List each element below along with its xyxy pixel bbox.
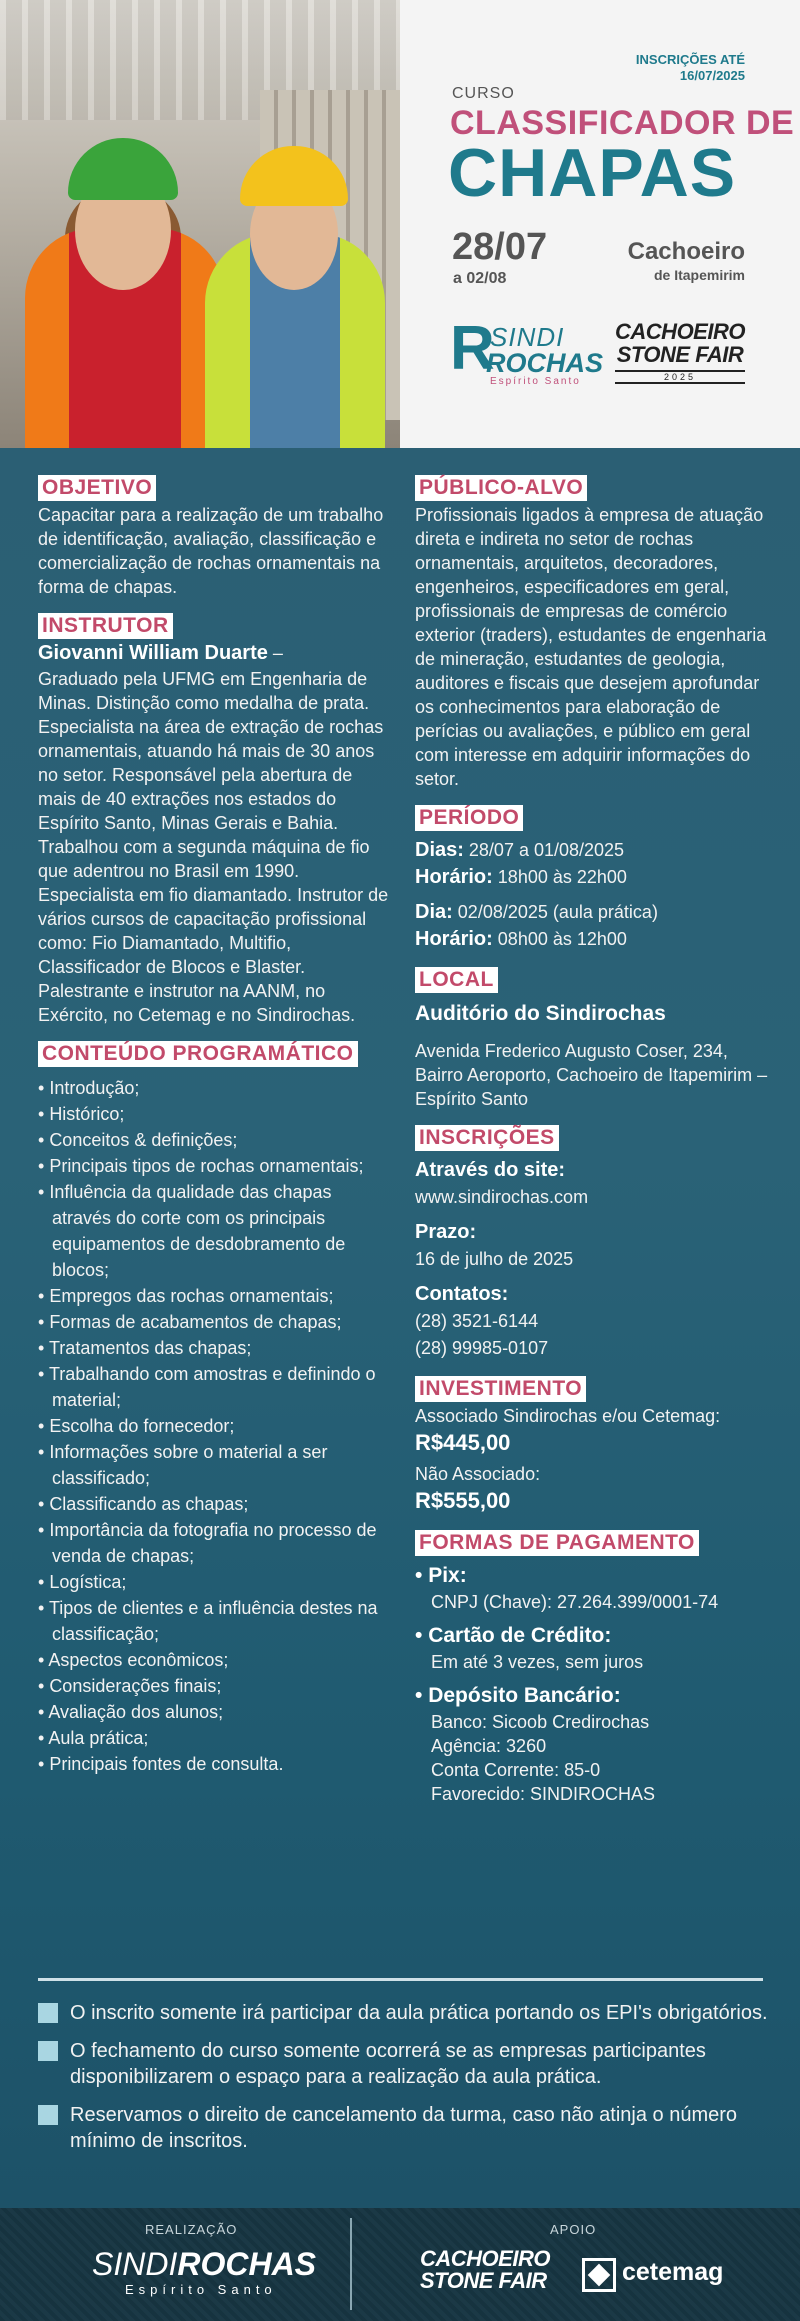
venue-name: Auditório do Sindirochas	[415, 1002, 666, 1025]
periodo-section: PERÍODO Dias: 28/07 a 01/08/2025 Horário: 18h00 às 22h00 Dia: 02/08/2025 (aula prática) Horário: 08h00 às 12h00	[415, 806, 658, 950]
syllabus-item: • Aspectos econômicos;	[38, 1647, 393, 1673]
instructor-name: Giovanni William Duarte	[38, 642, 268, 664]
course-title-line1: CLASSIFICADOR DE	[450, 104, 795, 142]
square-bullet-icon	[38, 2041, 58, 2061]
square-bullet-icon	[38, 2105, 58, 2125]
syllabus-item: • Aula prática;	[38, 1725, 393, 1751]
syllabus-item: • Importância da fotografia no processo de venda de chapas;	[38, 1517, 393, 1569]
city-subname: de Itapemirim	[653, 267, 745, 283]
course-start-date: 28/07	[452, 226, 548, 268]
cetemag-logo-icon	[582, 2258, 616, 2292]
header	[0, 0, 800, 448]
right-column	[415, 475, 775, 1820]
notes-list	[38, 2000, 768, 2166]
section-heading: LOCAL	[415, 967, 498, 993]
workers-photo	[0, 0, 400, 448]
stone-fair-logo: CACHOEIRO STONE FAIR 2025	[615, 319, 745, 382]
payment-methods-list	[415, 1562, 775, 1806]
syllabus-item: • Trabalhando com amostras e definindo o material;	[38, 1361, 393, 1413]
syllabus-item: • Formas de acabamentos de chapas;	[38, 1309, 393, 1335]
syllabus-item: • Escolha do fornecedor;	[38, 1413, 393, 1439]
phone-number: (28) 3521-6144	[415, 1311, 539, 1331]
syllabus-item: • Principais tipos de rochas ornamentais;	[38, 1153, 393, 1179]
phone-number: (28) 99985-0107	[415, 1338, 549, 1358]
payment-pix: • Pix: CNPJ (Chave): 27.264.399/0001-74	[415, 1562, 775, 1614]
syllabus-item: • Informações sobre o material a ser classificado;	[38, 1439, 393, 1491]
syllabus-item: • Classificando as chapas;	[38, 1491, 393, 1517]
apoio-label: APOIO	[550, 2222, 597, 2237]
venue-address: Avenida Frederico Augusto Coser, 234, Bairro Aeroporto, Cachoeiro de Itapemirim – Espírito Santo	[415, 1041, 768, 1109]
syllabus-item: • Logística;	[38, 1569, 393, 1595]
inscricoes-section: INSCRIÇÕES Através do site: www.sindirochas.com Prazo: 16 de julho de 2025 Contatos: (28) 3521-6144 (28) 99985-0107	[415, 1125, 775, 1362]
section-heading: PERÍODO	[415, 805, 523, 831]
syllabus-item: • Considerações finais;	[38, 1673, 393, 1699]
registration-deadline: INSCRIÇÕES ATÉ 16/07/2025	[635, 52, 745, 83]
footer-sindirochas-logo: SINDIROCHAS	[92, 2246, 317, 2282]
local-section	[415, 967, 775, 1111]
section-heading: OBJETIVO	[38, 475, 156, 501]
course-title-line2: CHAPAS	[448, 135, 737, 211]
syllabus-item: • Influência da qualidade das chapas através do corte com os principais equipamentos de desdobramento de blocos;	[38, 1179, 393, 1283]
syllabus-item: • Tipos de clientes e a influência destes na classificação;	[38, 1595, 393, 1647]
course-end-date: a 02/08	[453, 270, 507, 287]
objetivo-section	[38, 475, 393, 599]
section-heading: INSCRIÇÕES	[415, 1125, 559, 1151]
section-heading: CONTEÚDO PROGRAMÁTICO	[38, 1041, 358, 1067]
payment-card: • Cartão de Crédito: Em até 3 vezes, sem juros	[415, 1622, 775, 1674]
syllabus-item: • Avaliação dos alunos;	[38, 1699, 393, 1725]
objetivo-text: Capacitar para a realização de um trabalho de identificação, avaliação, classificação e comercialização de rochas ornamentais na forma de chapas.	[38, 505, 384, 597]
publico-text: Profissionais ligados à empresa de atuação direta e indireta no setor de rochas ornamentais, arquitetos, decoradores, engenheiros, especificadores em geral, profissionais de empresas de comércio exterior (traders), estudantes de engenharia de mineração, estudantes de geologia, auditores e fiscais que desejem aprofundar os conhecimentos para elaboração de perícias ou avaliações, e público em geral com interesse em adquirir informações do setor.	[415, 505, 767, 789]
instructor-bio: Graduado pela UFMG em Engenharia de Minas. Distinção como medalha de prata. Especialista na área de extração de rochas ornamentais, atuando há mais de 30 anos no setor. Responsável pela abertura de mais de 40 extrações nos estados do Espírito Santo, Minas Gerais e Bahia. Trabalhou com a segunda máquina de fio que adentrou no Brasil em 1990. Especialista em fio diamantado. Instrutor de vários cursos de capacitação profissional como: Fio Diamantado, Multifio, Classificador de Blocos e Blaster. Palestrante e instrutor na AANM, no Exército, no Cetemag e no Sindirochas.	[38, 669, 389, 1025]
syllabus-list	[38, 1075, 393, 1777]
pagamento-section	[415, 1530, 775, 1806]
payment-deposit: • Depósito Bancário: Banco: Sicoob Credirochas Agência: 3260 Conta Corrente: 85-0 Favorecido: SINDIROCHAS	[415, 1682, 775, 1806]
syllabus-item: • Principais fontes de consulta.	[38, 1751, 393, 1777]
conteudo-section	[38, 1041, 393, 1777]
yellow-helmet-icon	[240, 146, 348, 206]
left-column	[38, 475, 393, 1791]
title-panel	[400, 0, 800, 448]
footer-separator	[350, 2218, 352, 2310]
course-label: CURSO	[452, 85, 515, 102]
square-bullet-icon	[38, 2003, 58, 2023]
investimento-section: INVESTIMENTO Associado Sindirochas e/ou Cetemag: R$445,00 Não Associado: R$555,00	[415, 1376, 775, 1516]
section-heading: FORMAS DE PAGAMENTO	[415, 1530, 699, 1556]
footer-stone-fair-logo: CACHOEIRO STONE FAIR	[420, 2246, 550, 2293]
member-price: R$445,00	[415, 1430, 511, 1455]
female-worker-figure	[20, 118, 230, 448]
note-item: O inscrito somente irá participar da aula prática portando os EPI's obrigatórios.	[38, 2000, 768, 2026]
syllabus-item: • Histórico;	[38, 1101, 393, 1127]
syllabus-item: • Tratamentos das chapas;	[38, 1335, 393, 1361]
note-item: O fechamento do curso somente ocorrerá se as empresas participantes disponibilizarem o espaço para a realização da aula prática.	[38, 2038, 768, 2090]
non-member-price: R$555,00	[415, 1488, 511, 1513]
footer: REALIZAÇÃO SINDIROCHAS Espírito Santo APOIO CACHOEIRO STONE FAIR cetemag	[0, 2208, 800, 2321]
green-helmet-icon	[68, 138, 178, 200]
instrutor-section: INSTRUTOR Giovanni William Duarte – Graduado pela UFMG em Engenharia de Minas. Distinção como medalha de prata. Especialista na área de extração de rochas ornamentais, atuando há mais de 30 anos no setor. Responsável pela abertura de mais de 40 extrações nos estados do Espírito Santo, Minas Gerais e Bahia. Trabalhou com a segunda máquina de fio que adentrou no Brasil em 1990. Especialista em fio diamantado. Instrutor de vários cursos de capacitação profissional como: Fio Diamantado, Multifio, Classificador de Blocos e Blaster. Palestrante e instrutor na AANM, no Exército, no Cetemag e no Sindirochas.	[38, 613, 393, 1027]
syllabus-item: • Conceitos & definições;	[38, 1127, 393, 1153]
syllabus-item: • Introdução;	[38, 1075, 393, 1101]
section-heading: PÚBLICO-ALVO	[415, 475, 587, 501]
section-heading: INSTRUTOR	[38, 613, 173, 639]
sindirochas-logo: R SINDI ROCHAS Espírito Santo	[450, 314, 604, 387]
male-worker-figure	[200, 128, 390, 448]
publico-section	[415, 475, 775, 791]
registration-site-link[interactable]: www.sindirochas.com	[415, 1187, 589, 1207]
realizacao-label: REALIZAÇÃO	[145, 2222, 238, 2237]
city-name: Cachoeiro	[627, 238, 745, 265]
divider	[38, 1978, 763, 1981]
note-item: Reservamos o direito de cancelamento da turma, caso não atinja o número mínimo de inscritos.	[38, 2102, 768, 2154]
section-heading: INVESTIMENTO	[415, 1376, 586, 1402]
cetemag-logo: cetemag	[622, 2258, 724, 2286]
syllabus-item: • Empregos das rochas ornamentais;	[38, 1283, 393, 1309]
